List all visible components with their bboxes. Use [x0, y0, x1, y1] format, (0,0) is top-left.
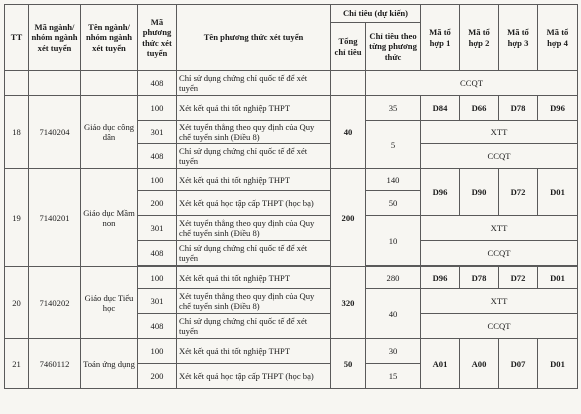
total-quota: 50	[331, 339, 366, 389]
row-tt: 18	[5, 96, 29, 169]
combo-1: A01	[421, 339, 460, 389]
table-row	[5, 339, 578, 364]
combo-ccqt: CCQT	[366, 71, 578, 96]
table-row	[5, 96, 578, 121]
row-ten-nganh: Giáo dục công dân	[81, 96, 138, 169]
method-name: Xét tuyển thẳng theo quy định của Quy chế tuyển sinh (Điều 8)	[177, 121, 331, 144]
combo-xtt: XTT	[421, 216, 578, 241]
method-code: 301	[138, 289, 177, 314]
method-quota: 35	[366, 96, 421, 121]
row-ma-nganh: 7460112	[29, 339, 81, 389]
table-row	[5, 267, 578, 289]
header-ten-phuong-thuc: Tên phương thức xét tuyển	[177, 5, 331, 71]
row-tt: 21	[5, 339, 29, 389]
combo-1: D96	[421, 267, 460, 289]
combo-ccqt: CCQT	[421, 314, 578, 339]
table-row	[5, 71, 578, 96]
method-quota: 15	[366, 364, 421, 389]
method-code: 100	[138, 267, 177, 289]
method-name: Xét kết quả học tập cấp THPT (học bạ)	[177, 191, 331, 216]
row-tt: 20	[5, 267, 29, 339]
combo-xtt: XTT	[421, 121, 578, 144]
method-code: 408	[138, 314, 177, 339]
header-to-hop-1: Mã tổ hợp 1	[421, 5, 460, 71]
combo-4: D96	[538, 96, 578, 121]
method-name: Xét kết quả thi tốt nghiệp THPT	[177, 339, 331, 364]
method-quota: 30	[366, 339, 421, 364]
method-quota: 280	[366, 267, 421, 289]
combo-ccqt: CCQT	[421, 241, 578, 266]
method-code: 301	[138, 121, 177, 144]
header-to-hop-3: Mã tổ hợp 3	[499, 5, 538, 71]
method-quota: 140	[366, 169, 421, 191]
combo-4: D01	[538, 267, 578, 289]
combo-4: D01	[538, 169, 578, 216]
method-name: Xét tuyển thẳng theo quy định của Quy chế tuyển sinh (Điều 8)	[177, 289, 331, 314]
row-ten-nganh: Toán ứng dụng	[81, 339, 138, 389]
method-name: Chỉ sử dụng chứng chỉ quốc tế để xét tuyển	[177, 314, 331, 339]
row-tt: 19	[5, 169, 29, 267]
method-name: Chỉ sử dụng chứng chỉ quốc tế để xét tuyển	[177, 241, 331, 266]
combo-xtt: XTT	[421, 289, 578, 314]
header-chi-tieu-phuong-thuc: Chỉ tiêu theo từng phương thức	[366, 23, 421, 71]
combo-2: D66	[460, 96, 499, 121]
combo-2: D90	[460, 169, 499, 216]
method-code: 408	[138, 144, 177, 169]
method-quota: 40	[366, 289, 421, 339]
combo-3: D72	[499, 267, 538, 289]
row-ten-nganh: Giáo dục Tiểu học	[81, 267, 138, 339]
method-code: 100	[138, 96, 177, 121]
row-ma-nganh: 7140201	[29, 169, 81, 267]
method-code: 200	[138, 364, 177, 389]
header-to-hop-4: Mã tổ hợp 4	[538, 5, 578, 71]
method-code: 301	[138, 216, 177, 241]
combo-3: D72	[499, 169, 538, 216]
header-tt: TT	[5, 5, 29, 71]
row-ma-nganh: 7140202	[29, 267, 81, 339]
method-code: 100	[138, 339, 177, 364]
combo-3: D78	[499, 96, 538, 121]
method-name: Xét tuyển thẳng theo quy định của Quy chế tuyển sinh (Điều 8)	[177, 216, 331, 241]
total-quota: 320	[331, 267, 366, 339]
combo-3: D07	[499, 339, 538, 389]
header-chi-tieu: Chỉ tiêu (dự kiến)	[331, 5, 421, 23]
method-quota: 10	[366, 216, 421, 266]
method-code: 200	[138, 191, 177, 216]
admission-table	[4, 4, 578, 389]
combo-2: D78	[460, 267, 499, 289]
combo-1: D96	[421, 169, 460, 216]
header-tong-chi-tieu: Tổng chỉ tiêu	[331, 23, 366, 71]
total-quota: 200	[331, 169, 366, 267]
method-name: Xét kết quả học tập cấp THPT (học bạ)	[177, 364, 331, 389]
method-quota: 50	[366, 191, 421, 216]
header-ten-nganh: Tên ngành/ nhóm ngành xét tuyển	[81, 5, 138, 71]
method-code: 100	[138, 169, 177, 191]
combo-ccqt: CCQT	[421, 144, 578, 169]
header-to-hop-2: Mã tổ hợp 2	[460, 5, 499, 71]
method-code: 408	[138, 71, 177, 96]
row-ten-nganh: Giáo dục Mầm non	[81, 169, 138, 267]
total-quota: 40	[331, 96, 366, 169]
method-code: 408	[138, 241, 177, 266]
combo-1: D84	[421, 96, 460, 121]
combo-4: D01	[538, 339, 578, 389]
method-name: Xét kết quả thi tốt nghiệp THPT	[177, 96, 331, 121]
method-name: Xét kết quả thi tốt nghiệp THPT	[177, 169, 331, 191]
method-name: Chỉ sử dụng chứng chỉ quốc tế để xét tuyển	[177, 144, 331, 169]
method-quota: 5	[366, 121, 421, 169]
table-row	[5, 169, 578, 191]
header-ma-nganh: Mã ngành/ nhóm ngành xét tuyển	[29, 5, 81, 71]
combo-2: A00	[460, 339, 499, 389]
method-name: Xét kết quả thi tốt nghiệp THPT	[177, 267, 331, 289]
header-ma-phuong-thuc: Mã phương thức xét tuyển	[138, 5, 177, 71]
row-ma-nganh: 7140204	[29, 96, 81, 169]
method-name: Chỉ sử dụng chứng chỉ quốc tế để xét tuyển	[177, 71, 331, 96]
